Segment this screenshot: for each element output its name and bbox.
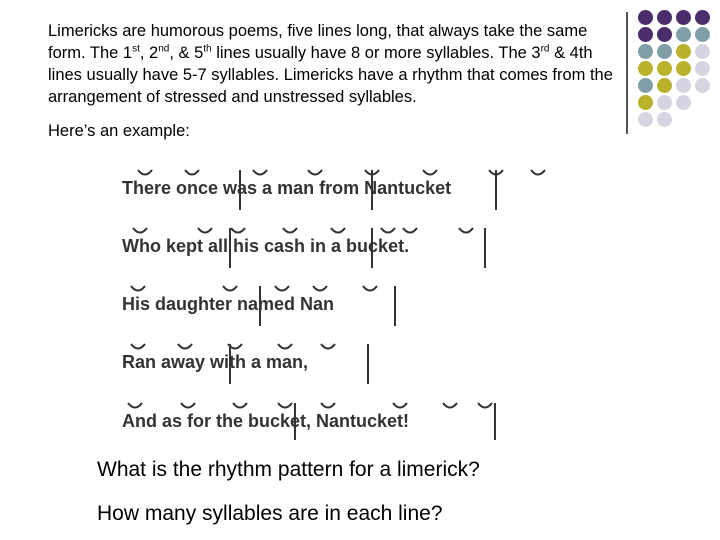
poem-line: There once was a man from Nantucket — [122, 178, 452, 198]
question-rhythm: What is the rhythm pattern for a limerick? — [97, 458, 480, 481]
breve-mark — [308, 170, 322, 175]
decorative-dot — [657, 27, 672, 42]
breve-mark — [423, 170, 437, 175]
ordinal-suffix: st — [132, 43, 140, 55]
ordinal-suffix: th — [203, 43, 212, 55]
intro-text: , 2 — [139, 44, 159, 62]
decorative-dot — [676, 27, 691, 42]
poem-line: Who kept all his cash in a bucket. — [122, 236, 410, 256]
decorative-dot — [657, 78, 672, 93]
decorative-dot — [695, 44, 710, 59]
breve-mark — [283, 228, 297, 233]
decorative-dot — [676, 95, 691, 110]
decorative-dot — [657, 10, 672, 25]
ordinal-suffix: nd — [158, 43, 170, 55]
decorative-dot — [638, 61, 653, 76]
decorative-dot — [657, 44, 672, 59]
intro-paragraph — [48, 20, 628, 108]
breve-mark — [531, 170, 545, 175]
question-syllables: How many syllables are in each line? — [97, 502, 443, 525]
decorative-dot — [695, 27, 710, 42]
decorative-dot — [657, 61, 672, 76]
decorative-dot — [657, 112, 672, 127]
decorative-dot — [638, 44, 653, 59]
decorative-dot — [638, 78, 653, 93]
example-label: Here’s an example: — [48, 122, 190, 140]
breve-mark — [181, 403, 195, 408]
intro-text: , & 5 — [169, 44, 204, 62]
decorative-dot — [638, 95, 653, 110]
breve-mark — [278, 344, 292, 349]
breve-mark — [223, 286, 237, 291]
poem-line: Ran away with a man, — [122, 352, 309, 372]
breve-mark — [231, 228, 245, 233]
decorative-dot — [657, 95, 672, 110]
breve-mark — [131, 286, 145, 291]
decorative-dot — [676, 44, 691, 59]
poem-line: And as for the bucket, Nantucket! — [122, 411, 410, 431]
breve-mark — [138, 170, 152, 175]
breve-mark — [233, 403, 247, 408]
breve-mark — [313, 286, 327, 291]
breve-mark — [393, 403, 407, 408]
breve-mark — [253, 170, 267, 175]
breve-mark — [331, 228, 345, 233]
breve-mark — [278, 403, 292, 408]
breve-mark — [403, 228, 417, 233]
breve-mark — [133, 228, 147, 233]
decorative-dot — [638, 27, 653, 42]
breve-mark — [131, 344, 145, 349]
ordinal-suffix: rd — [540, 43, 550, 55]
intro-text: & 4th lines usually have 5-7 syllables. Limericks have a rhythm that comes from the arrangement of stressed and unstressed syllables. — [48, 44, 613, 106]
divider-line — [626, 12, 628, 134]
breve-mark — [459, 228, 473, 233]
breve-mark — [321, 403, 335, 408]
breve-mark — [185, 170, 199, 175]
intro-text: lines usually have 8 or more syllables. The 3 — [211, 44, 541, 62]
breve-mark — [443, 403, 457, 408]
breve-mark — [178, 344, 192, 349]
decorative-dot — [638, 10, 653, 25]
poem-line: His daughter named Nan — [122, 294, 335, 314]
breve-mark — [478, 403, 492, 408]
limerick-scansion-image — [110, 160, 570, 440]
decorative-dot — [676, 78, 691, 93]
breve-mark — [198, 228, 212, 233]
decorative-dot — [676, 61, 691, 76]
decorative-dot — [638, 112, 653, 127]
intro-text: Limericks are humorous poems, five lines long, that always take the same form. The 1 — [48, 22, 588, 62]
breve-mark — [275, 286, 289, 291]
decorative-dot — [695, 10, 710, 25]
decorative-dot — [695, 78, 710, 93]
breve-mark — [321, 344, 335, 349]
breve-mark — [381, 228, 395, 233]
decorative-dot — [676, 10, 691, 25]
breve-mark — [128, 403, 142, 408]
decorative-dot — [695, 61, 710, 76]
breve-mark — [363, 286, 377, 291]
